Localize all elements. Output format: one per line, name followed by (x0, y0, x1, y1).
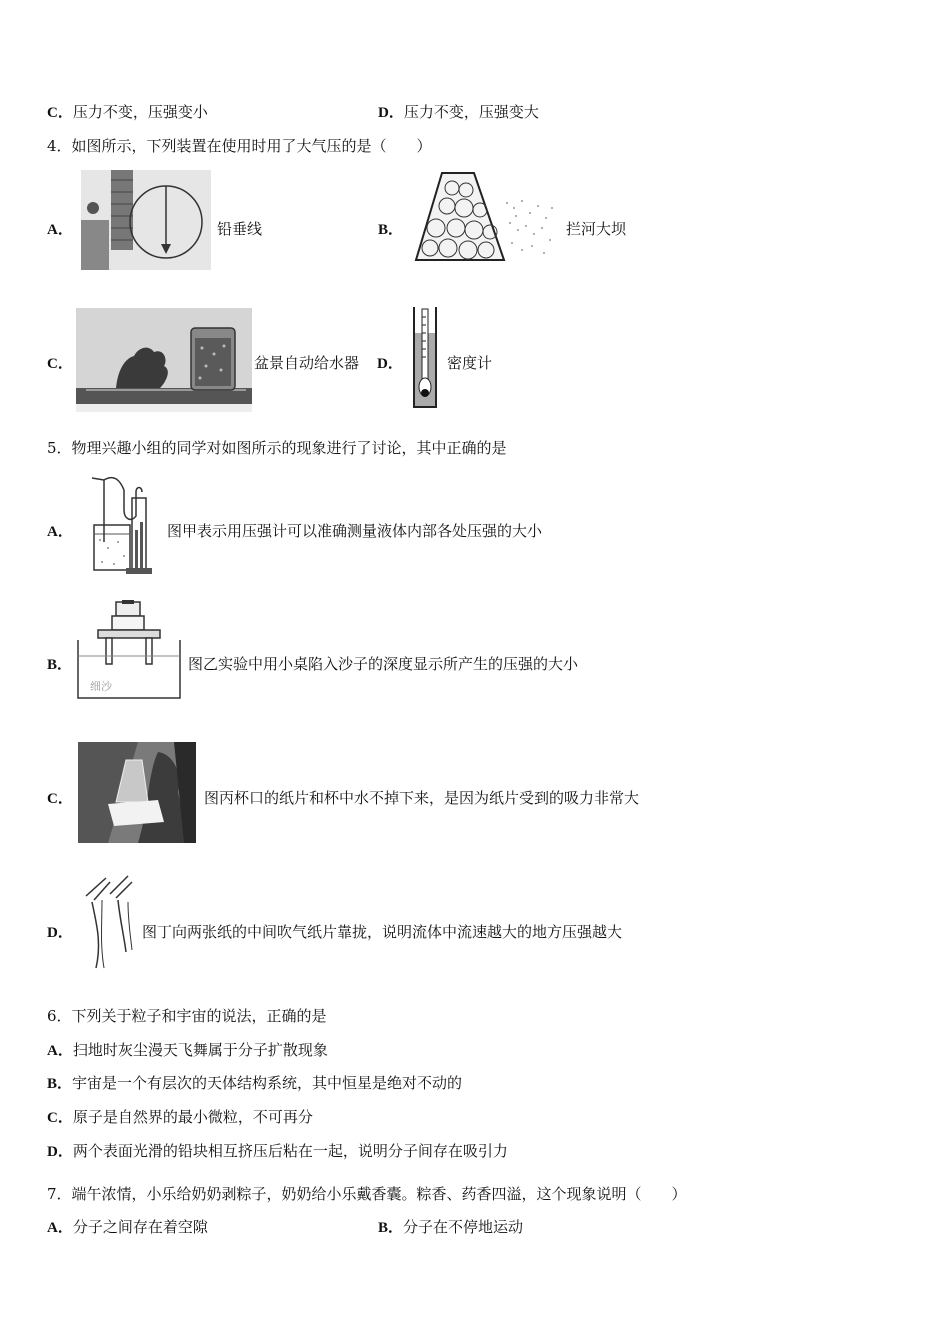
q5-option-b-caption: 图乙实验中用小桌陷入沙子的深度显示所产生的压强的大小 (188, 655, 579, 673)
option-text: 压力不变，压强变小 (72, 103, 208, 121)
q5-option-a-caption: 图甲表示用压强计可以准确测量液体内部各处压强的大小 (167, 522, 543, 540)
sand-label: 细沙 (90, 680, 112, 693)
q4-stem: 4．如图所示，下列装置在使用时用了大气压的是（ ） (47, 137, 432, 155)
q6-option-a: A．扫地时灰尘漫天飞舞属于分子扩散现象 (47, 1041, 328, 1059)
q7-stem: 7．端午浓情，小乐给奶奶剥粽子，奶奶给小乐戴香囊。粽香、药香四溢，这个现象说明（ ） (47, 1185, 687, 1203)
q4-option-a-caption: 铅垂线 (217, 220, 263, 238)
q5-option-d-letter: D． (47, 925, 73, 941)
q4-option-a-letter: A． (47, 222, 73, 238)
hydrometer-figure (408, 303, 442, 413)
option-letter: C． (47, 105, 73, 121)
q4-option-d-caption: 密度计 (447, 354, 493, 372)
q5-option-a-letter: A． (47, 524, 73, 540)
q5-option-b-letter: B． (47, 657, 73, 673)
plumb-line-figure (81, 170, 211, 270)
q4-option-b-letter: B． (378, 222, 404, 238)
q5-option-d-caption: 图丁向两张纸的中间吹气纸片靠拢，说明流体中流速越大的地方压强越大 (142, 923, 623, 941)
q3-option-c (47, 102, 208, 123)
cup-paper-photo-figure (78, 742, 196, 843)
q4-option-d-letter: D． (377, 356, 403, 372)
q5-option-c-letter: C． (47, 791, 73, 807)
q6-option-b: B．宇宙是一个有层次的天体结构系统，其中恒星是绝对不动的 (47, 1074, 463, 1092)
option-text: 压力不变，压强变大 (403, 103, 539, 121)
q6-option-d: D．两个表面光滑的铅块相互挤压后粘在一起，说明分子间存在吸引力 (47, 1142, 508, 1160)
q5-stem: 5．物理兴趣小组的同学对如图所示的现象进行了讨论，其中正确的是 (47, 439, 507, 457)
planter-waterer-figure (76, 308, 252, 412)
q7-option-a: A．分子之间存在着空隙 (47, 1218, 208, 1236)
q5-option-c-caption: 图丙杯口的纸片和杯中水不掉下来，是因为纸片受到的吸力非常大 (204, 789, 640, 807)
q6-stem: 6．下列关于粒子和宇宙的说法，正确的是 (47, 1007, 327, 1025)
q4-option-c-letter: C． (47, 356, 73, 372)
table-in-sand-figure (76, 600, 182, 702)
q6-option-c: C．原子是自然界的最小微粒，不可再分 (47, 1108, 313, 1126)
q4-option-c-caption: 盆景自动给水器 (254, 354, 360, 372)
river-dam-figure (412, 168, 557, 263)
q7-option-b: B．分子在不停地运动 (378, 1218, 524, 1236)
q3-option-d (378, 102, 539, 123)
blowing-paper-figure (80, 872, 136, 972)
q4-option-b-caption: 拦河大坝 (566, 220, 627, 238)
option-letter: D． (378, 105, 404, 121)
pressure-gauge-figure (84, 470, 164, 578)
